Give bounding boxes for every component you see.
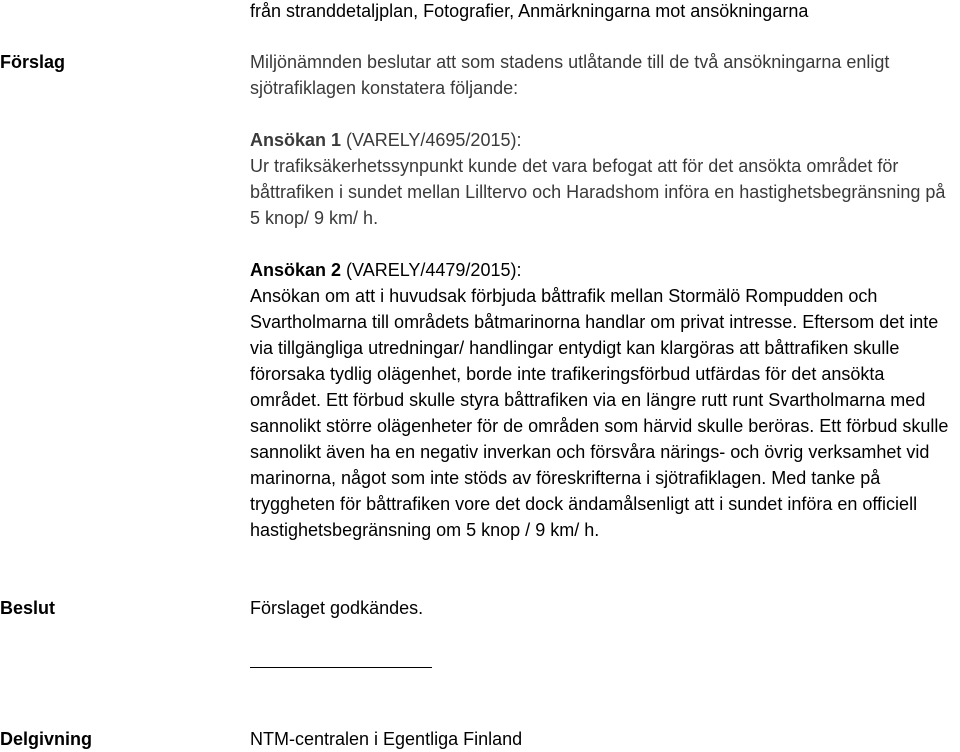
application-1-heading [250,127,955,153]
application-1-ref: (VARELY/4695/2015): [341,130,522,150]
application-2-body: Ansökan om att i huvudsak förbjuda båttrafik mellan Stormälö Rompudden och Svartholmarna till områdets båtmarinorna handlar om privat intresse. Eftersom det inte via tillgängliga utredningar/ handlingar entydigt kan klargöras att båttrafiken skulle förorsaka tydlig olägenhet, borde inte trafikeringsförbud utfärdas för det ansökta området. Ett förbud skulle styra båttrafiken via en längre rutt runt Svartholmarna med sannolikt större olägenheter för de områden som härvid skulle beröras. Ett förbud skulle sannolikt även ha en negativ inverkan och försvåra närings- och övrig verksamhet vid marinorna, något som inte stöds av föreskrifterna i sjötrafiklagen. Med tanke på tryggheten för båttrafiken vore det dock ändamålsenligt att i sundet införa en officiell hastighetsbegränsning om 5 knop / 9 km/ h. [250,286,949,540]
forslag-intro [250,49,955,101]
application-2-ref: (VARELY/4479/2015): [341,260,522,280]
application-2-heading [250,257,955,283]
beslut-text: Förslaget godkändes. [250,598,424,618]
forslag-intro-text: Miljönämnden beslutar att som stadens utlåtande till de två ansökningarna enligt sjötrafiklagen konstatera följande: [250,52,890,98]
label-delgivning: Delgivning [0,729,93,749]
signature-rule [250,667,432,668]
application-1-body: Ur trafiksäkerhetssynpunkt kunde det vara befogat att för det ansökta området för båttrafiken i sundet mellan Lilltervo och Haradshom införa en hastighetsbegränsning på 5 knop/ 9 km/ h. [250,156,946,228]
application-1 [250,127,955,231]
top-continuation-line [250,0,955,24]
delgivning-text: NTM-centralen i Egentliga Finland [250,729,523,749]
application-2 [250,257,955,543]
top-line-text: från stranddetaljplan, Fotografier, Anmärkningarna mot ansökningarna [250,1,809,21]
label-forslag: Förslag [0,52,66,72]
application-2-title: Ansökan 2 [250,260,342,280]
label-beslut: Beslut [0,598,56,618]
application-1-title: Ansökan 1 [250,130,342,150]
